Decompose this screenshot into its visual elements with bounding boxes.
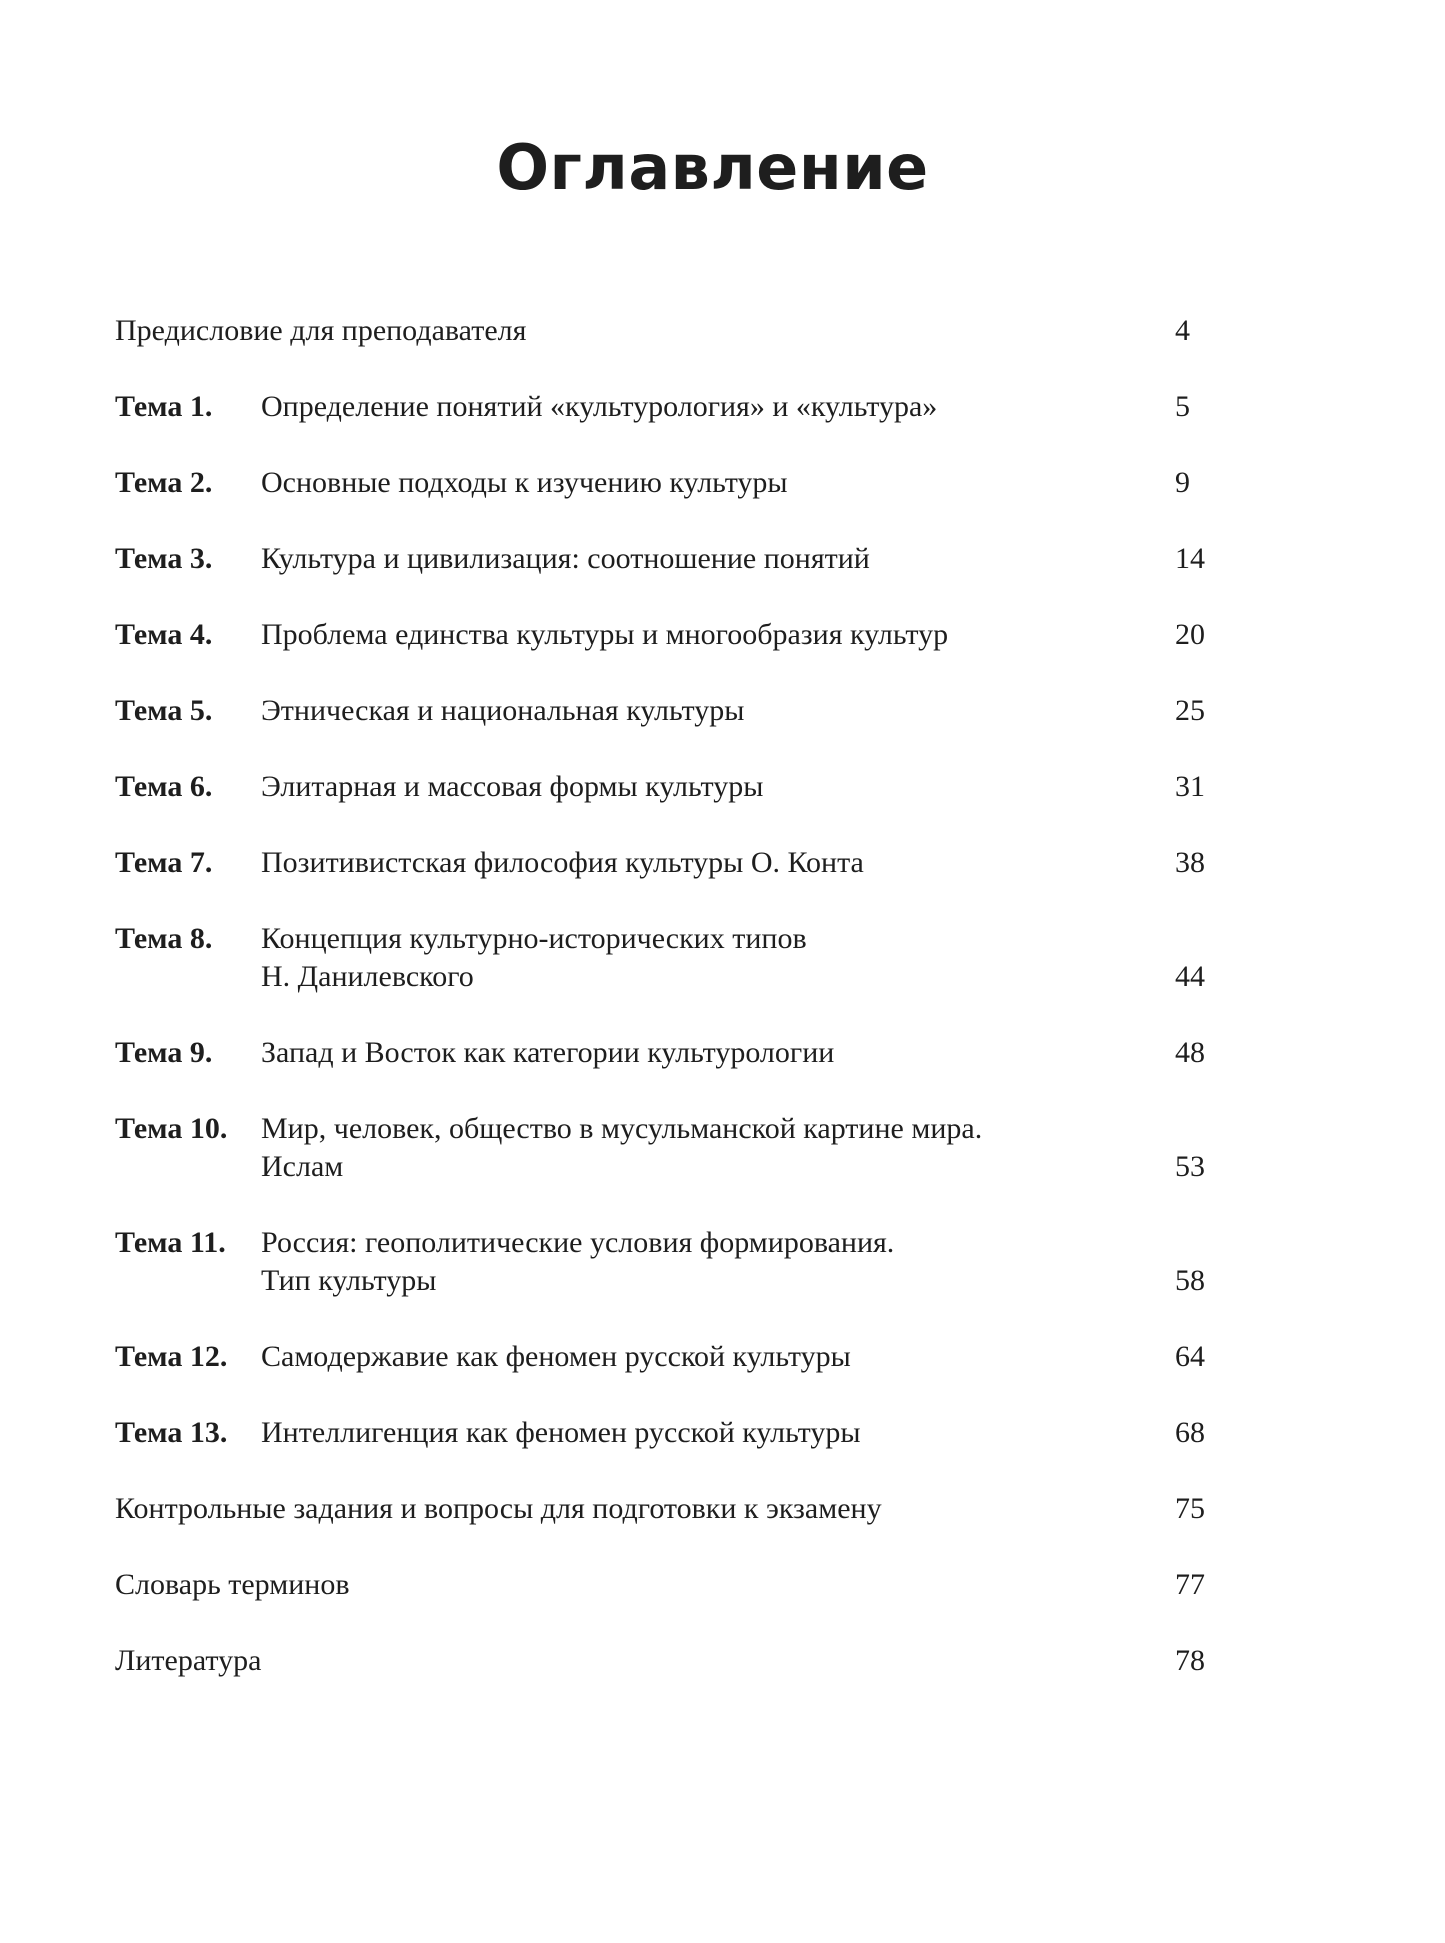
toc-entry-text: Проблема единства культуры и многообразия культур — [261, 618, 949, 651]
toc-entry-text: Основные подходы к изучению культуры — [261, 466, 788, 499]
toc-entry[interactable] — [115, 692, 1235, 730]
toc-entry[interactable] — [115, 1642, 1235, 1680]
toc-entry-text: Запад и Восток как категории культурологии — [261, 1036, 835, 1069]
toc-entry[interactable] — [115, 1490, 1235, 1528]
toc-entry-page: 44 — [1175, 960, 1205, 993]
toc-entry[interactable] — [115, 540, 1235, 578]
toc-entry-label: Тема 3. — [115, 542, 213, 575]
toc-entry-page: 78 — [1175, 1644, 1205, 1677]
toc-entry-text: Интеллигенция как феномен русской культуры — [261, 1416, 861, 1449]
toc-entry-label: Тема 8. — [115, 922, 213, 955]
toc-entry[interactable] — [115, 616, 1235, 654]
toc-entry-text: Концепция культурно-исторических типов Н. Данилевского — [261, 922, 807, 993]
toc-entry-text: Позитивистская философия культуры О. Конта — [261, 846, 864, 879]
toc-entry-page: 53 — [1175, 1150, 1205, 1183]
toc-entry-page: 48 — [1175, 1036, 1205, 1069]
toc-entry-label: Тема 1. — [115, 390, 213, 423]
toc-entry[interactable] — [115, 768, 1235, 806]
toc-entry-label: Тема 6. — [115, 770, 213, 803]
toc-entry[interactable] — [115, 920, 1235, 996]
toc-entry[interactable] — [115, 388, 1235, 426]
toc-entry-page: 58 — [1175, 1264, 1205, 1297]
toc-entry-label: Тема 9. — [115, 1036, 213, 1069]
toc-entry-text: Определение понятий «культурология» и «культура» — [261, 390, 938, 423]
toc-entry[interactable] — [115, 1414, 1235, 1452]
toc-entry-page: 38 — [1175, 846, 1205, 879]
toc-entry[interactable] — [115, 1224, 1235, 1300]
toc-entry-label: Тема 7. — [115, 846, 213, 879]
toc-entry-text: Этническая и национальная культуры — [261, 694, 745, 727]
toc-entry-text: Мир, человек, общество в мусульманской картине мира. Ислам — [261, 1112, 983, 1183]
toc-entry-page: 64 — [1175, 1340, 1205, 1373]
toc-entry-label: Тема 11. — [115, 1226, 226, 1259]
toc-entry-label: Тема 5. — [115, 694, 213, 727]
toc-entry-label: Тема 12. — [115, 1340, 228, 1373]
toc-entry-page: 14 — [1175, 542, 1205, 575]
toc-entry-label: Тема 10. — [115, 1112, 228, 1145]
toc-entry-text: Литература — [115, 1644, 262, 1677]
toc-entry-page: 25 — [1175, 694, 1205, 727]
toc-entry-text: Самодержавие как феномен русской культуры — [261, 1340, 851, 1373]
toc-entry-page: 77 — [1175, 1568, 1205, 1601]
toc-entry-text: Элитарная и массовая формы культуры — [261, 770, 764, 803]
toc-entry-text: Культура и цивилизация: соотношение понятий — [261, 542, 870, 575]
toc-entry-page: 31 — [1175, 770, 1205, 803]
toc-entry-page: 5 — [1175, 390, 1190, 423]
toc-entry[interactable] — [115, 1338, 1235, 1376]
toc-entry-label: Тема 13. — [115, 1416, 228, 1449]
toc-entry-page: 20 — [1175, 618, 1205, 651]
toc-entry[interactable] — [115, 1034, 1235, 1072]
toc-entry-page: 75 — [1175, 1492, 1205, 1525]
table-of-contents — [115, 312, 1235, 1718]
toc-entry-page: 68 — [1175, 1416, 1205, 1449]
toc-entry[interactable] — [115, 1566, 1235, 1604]
toc-entry-text: Россия: геополитические условия формирования. Тип культуры — [261, 1226, 895, 1297]
toc-entry-page: 4 — [1175, 314, 1190, 347]
toc-entry-text: Предисловие для преподавателя — [115, 314, 527, 347]
toc-entry-text: Контрольные задания и вопросы для подготовки к экзамену — [115, 1492, 882, 1525]
toc-entry[interactable] — [115, 464, 1235, 502]
toc-entry-label: Тема 2. — [115, 466, 213, 499]
toc-entry-label: Тема 4. — [115, 618, 213, 651]
page-title: Оглавление — [496, 131, 929, 204]
toc-entry[interactable] — [115, 1110, 1235, 1186]
toc-entry[interactable] — [115, 312, 1235, 350]
toc-entry-text: Словарь терминов — [115, 1568, 350, 1601]
toc-entry-page: 9 — [1175, 466, 1190, 499]
toc-entry[interactable] — [115, 844, 1235, 882]
